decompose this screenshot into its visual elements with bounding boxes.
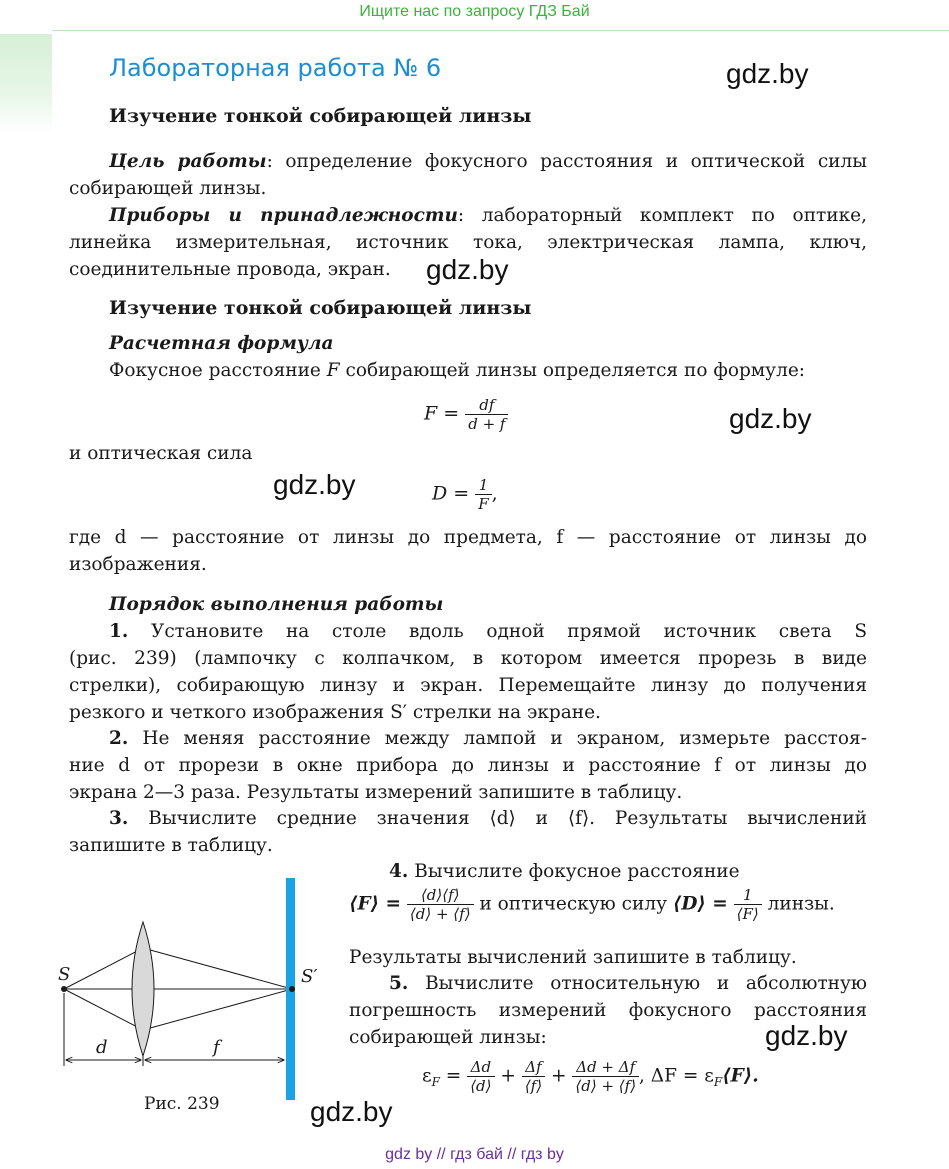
- fraction-denominator: F: [478, 495, 489, 513]
- step1-line-4: резкого и четкого изображения S′ стрелки на экране.: [69, 702, 601, 723]
- step3-line-2: запишите в таблицу.: [69, 835, 273, 856]
- step-text: Вычислите относительную и абсолютную: [425, 973, 868, 994]
- step-text: Не меняя расстояние между лампой и экраном, измерьте расстоя-: [142, 728, 867, 749]
- watermark: gdz.by: [729, 403, 812, 434]
- image-point: [289, 986, 295, 992]
- ray-bottom-refracted: [143, 989, 292, 1030]
- ray-top-refracted: [143, 948, 292, 989]
- equipment-text: : лабораторный комплект по оптике,: [457, 205, 867, 226]
- page-accent-bar: [0, 34, 52, 134]
- fraction-denominator: ⟨d⟩: [470, 1077, 492, 1095]
- equipment-line-3: соединительные провода, экран.: [69, 259, 391, 280]
- fraction-numerator: ⟨d⟩⟨f⟩: [407, 886, 474, 905]
- step5-line-1: [389, 970, 867, 997]
- fraction-numerator: Δd: [467, 1058, 494, 1077]
- step-number: 2.: [109, 728, 129, 749]
- formula-intro-text-end: собирающей линзы определяется по формуле:: [339, 360, 806, 381]
- step-number: 3.: [109, 808, 129, 829]
- step4-formula-line: [349, 886, 835, 923]
- fraction: [572, 1058, 639, 1095]
- step-text: Установите на столе вдоль одной прямой источник света S: [150, 621, 867, 642]
- formula-heading: Расчетная формула: [109, 333, 334, 354]
- fraction-numerator: df: [465, 396, 508, 415]
- formula-intro-text: Фокусное расстояние: [109, 360, 327, 381]
- step4-line-1: [389, 858, 740, 885]
- formula-lhs: D =: [432, 482, 470, 505]
- formula-equals: =: [439, 1065, 462, 1087]
- fraction-numerator: Δd + Δf: [572, 1058, 639, 1077]
- banner-divider: [52, 30, 949, 31]
- ray-top-incident: [64, 948, 143, 989]
- fraction-denominator: ⟨f⟩: [524, 1077, 543, 1095]
- where-line-1: где d — расстояние от линзы до предмета, f — расстояние от линзы до: [69, 527, 867, 548]
- step3-line-1: [109, 805, 867, 832]
- source-point: [61, 986, 67, 992]
- footer-links[interactable]: gdz by // гдз бай // гдз by: [385, 1146, 564, 1163]
- step1-line-2: (рис. 239) (лампочку с колпачком, в котором имеется прорезь в виде: [69, 648, 867, 669]
- goal-line-1: [109, 148, 867, 175]
- watermark: gdz.by: [426, 254, 509, 285]
- formula-lhs: F =: [424, 402, 460, 425]
- fraction: [467, 1058, 494, 1095]
- step-number: 1.: [109, 621, 129, 642]
- ray-bottom-incident: [64, 989, 143, 1030]
- fraction-numerator: 1: [734, 886, 762, 905]
- watermark: gdz.by: [310, 1096, 393, 1127]
- step1-line-1: [109, 618, 867, 645]
- step-number: 4.: [389, 861, 409, 882]
- label-f: f: [213, 1037, 220, 1058]
- step5-line-2: погрешность измерений фокусного расстояния: [349, 1000, 867, 1021]
- where-line-2: изображения.: [69, 554, 207, 575]
- step-number: 5.: [389, 973, 409, 994]
- fraction-denominator: d + f: [468, 415, 506, 433]
- optical-power-intro: и оптическая сила: [69, 443, 253, 464]
- equipment-line-1: [109, 202, 867, 229]
- step2-line-1: [109, 725, 867, 752]
- step4-line-3: Результаты вычислений запишите в таблицу.: [349, 947, 797, 968]
- plus-sign: +: [500, 1065, 516, 1087]
- top-banner[interactable]: Ищите нас по запросу ГДЗ Бай: [359, 3, 590, 20]
- step2-line-3: экрана 2—3 раза. Результаты измерений запишите в таблицу.: [69, 782, 683, 803]
- label-s: S: [58, 964, 71, 985]
- lens-diagram: [52, 870, 342, 1110]
- step5-line-3: собирающей линзы:: [349, 1027, 547, 1048]
- fraction: [522, 1058, 545, 1095]
- goal-label: Цель работы: [109, 151, 267, 172]
- step-text: линзы.: [761, 893, 835, 915]
- fraction: [475, 476, 491, 513]
- formula-lhs: ⟨F⟩ =: [349, 893, 401, 915]
- fraction-numerator: 1: [475, 476, 491, 495]
- step-text: Вычислите фокусное расстояние: [414, 861, 740, 882]
- formula-intro-var: F: [326, 360, 340, 381]
- fraction-numerator: Δf: [522, 1058, 545, 1077]
- fraction-denominator: ⟨d⟩ + ⟨f⟩: [409, 905, 471, 923]
- step-text: Вычислите средние значения ⟨d⟩ и ⟨f⟩. Результаты вычислений: [148, 808, 867, 829]
- formula-subscript: F: [431, 1075, 440, 1090]
- abs-error-end: ⟨F⟩.: [722, 1065, 759, 1087]
- formula-focal-length: [424, 396, 508, 433]
- watermark: gdz.by: [765, 1020, 848, 1051]
- label-d: d: [96, 1037, 108, 1058]
- fraction-denominator: ⟨F⟩: [736, 905, 759, 923]
- formula-lhs: ⟨D⟩ =: [672, 893, 728, 915]
- formula-intro: [109, 357, 805, 384]
- fraction-denominator: ⟨d⟩ + ⟨f⟩: [575, 1077, 637, 1095]
- formula-lhs: ε: [422, 1065, 432, 1087]
- equipment-label: Приборы и принадлежности: [109, 205, 458, 226]
- label-s-prime: S′: [301, 966, 318, 987]
- formula-subscript: F: [713, 1075, 723, 1090]
- goal-line-2: собирающей линзы.: [69, 178, 267, 199]
- procedure-heading: Порядок выполнения работы: [109, 594, 444, 615]
- step1-line-3: стрелки), собирающую линзу и экран. Перемещайте линзу до получения: [69, 675, 867, 696]
- plus-sign: +: [550, 1065, 567, 1087]
- section-heading: Изучение тонкой собирающей линзы: [109, 297, 532, 319]
- watermark: gdz.by: [726, 58, 809, 89]
- converging-lens: [132, 922, 154, 1056]
- fraction: [734, 886, 762, 923]
- step-text: и оптическую силу: [473, 893, 673, 915]
- formula-optical-power: [432, 476, 498, 513]
- fraction: [407, 886, 474, 923]
- formula-tail: ,: [491, 482, 498, 505]
- page-title: Лабораторная работа № 6: [109, 54, 442, 82]
- fraction: [465, 396, 508, 433]
- figure-caption: Рис. 239: [144, 1094, 220, 1114]
- goal-text: : определение фокусного расстояния и оптической силы: [266, 151, 867, 172]
- section-heading: Изучение тонкой собирающей линзы: [109, 105, 532, 127]
- abs-error-text: , ΔF = ε: [639, 1065, 714, 1087]
- equipment-line-2: линейка измерительная, источник тока, электрическая лампа, ключ,: [69, 232, 867, 253]
- step5-formula: [422, 1058, 759, 1096]
- step2-line-2: ние d от прорези в окне прибора до линзы и расстояние f от линзы до: [69, 755, 867, 776]
- watermark: gdz.by: [273, 469, 356, 500]
